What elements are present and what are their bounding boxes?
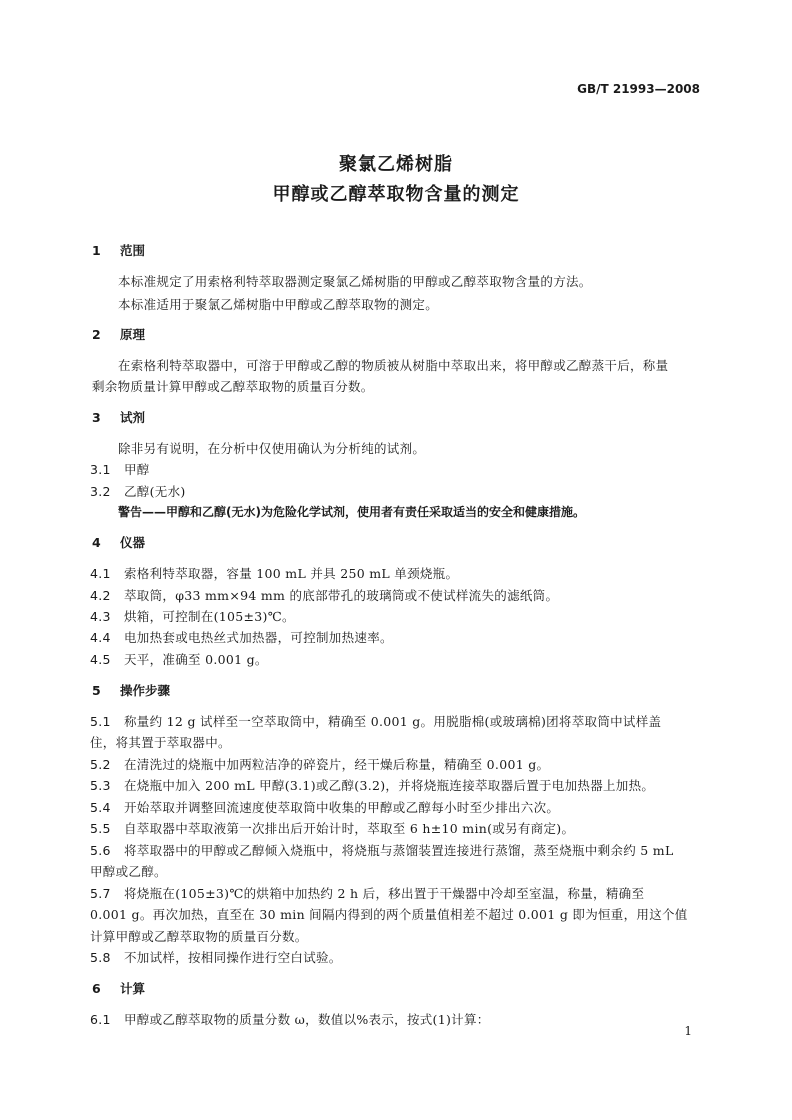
clause-text: 将萃取器中的甲醇或乙醇倾入烧瓶中，将烧瓶与蒸馏装置连接进行蒸馏，蒸至烧瓶中剩余约 5 mL bbox=[124, 843, 674, 858]
section-number: 4 bbox=[92, 535, 101, 550]
clause-5-1 bbox=[90, 712, 661, 730]
clause-number: 4.2 bbox=[90, 588, 111, 603]
section-title: 试剂 bbox=[120, 410, 146, 425]
clause-text: 自萃取器中萃取液第一次排出后开始计时，萃取至 6 h±10 min(或另有商定)。 bbox=[124, 821, 575, 836]
clause-number: 3.2 bbox=[90, 484, 111, 499]
section-title: 范围 bbox=[120, 243, 146, 258]
paragraph: 本标准适用于聚氯乙烯树脂中甲醇或乙醇萃取物的测定。 bbox=[118, 297, 439, 312]
clause-number: 4.3 bbox=[90, 609, 111, 624]
paragraph: 本标准规定了用索格利特萃取器测定聚氯乙烯树脂的甲醇或乙醇萃取物含量的方法。 bbox=[118, 274, 592, 289]
section-number: 2 bbox=[92, 327, 101, 342]
clause-5-7-continued: 计算甲醇或乙醇萃取物的质量百分数。 bbox=[90, 929, 308, 944]
clause-text: 在清洗过的烧瓶中加两粒洁净的碎瓷片，经干燥后称量，精确至 0.001 g。 bbox=[124, 757, 550, 772]
clause-text: 天平，准确至 0.001 g。 bbox=[124, 652, 268, 667]
clause-text: 索格利特萃取器，容量 100 mL 并具 250 mL 单颈烧瓶。 bbox=[124, 566, 459, 581]
section-2-heading bbox=[92, 325, 145, 343]
document-title-line2: 甲醇或乙醇萃取物含量的测定 bbox=[272, 184, 520, 205]
clause-5-7-continued: 0.001 g。再次加热，直至在 30 min 间隔内得到的两个质量值相差不超过 0.001 g 即为恒重，用这个值 bbox=[90, 907, 688, 922]
clause-number: 3.1 bbox=[90, 462, 111, 477]
clause-number: 5.7 bbox=[90, 886, 111, 901]
section-title: 仪器 bbox=[120, 535, 146, 550]
clause-text: 甲醇 bbox=[124, 462, 150, 477]
clause-number: 5.8 bbox=[90, 950, 111, 965]
paragraph-continued: 剩余物质量计算甲醇或乙醇萃取物的质量百分数。 bbox=[92, 379, 374, 394]
clause-4-5 bbox=[90, 650, 268, 668]
clause-5-1-continued: 住，将其置于萃取器中。 bbox=[90, 735, 231, 750]
clause-number: 5.4 bbox=[90, 800, 111, 815]
section-number: 1 bbox=[92, 243, 101, 258]
clause-text: 甲醇或乙醇萃取物的质量分数 ω，数值以%表示，按式(1)计算： bbox=[124, 1012, 490, 1027]
clause-text: 电加热套或电热丝式加热器，可控制加热速率。 bbox=[124, 630, 393, 645]
paragraph: 除非另有说明，在分析中仅使用确认为分析纯的试剂。 bbox=[118, 441, 426, 456]
warning-note: 警告——甲醇和乙醇(无水)为危险化学试剂，使用者有责任采取适当的安全和健康措施。 bbox=[118, 505, 585, 519]
section-number: 3 bbox=[92, 410, 101, 425]
clause-number: 4.4 bbox=[90, 630, 111, 645]
section-title: 操作步骤 bbox=[120, 683, 171, 698]
clause-4-2 bbox=[90, 586, 558, 604]
section-1-heading bbox=[92, 241, 145, 259]
clause-number: 5.6 bbox=[90, 843, 111, 858]
clause-number: 4.5 bbox=[90, 652, 111, 667]
paragraph: 在索格利特萃取器中，可溶于甲醇或乙醇的物质被从树脂中萃取出来，将甲醇或乙醇蒸干后，称量 bbox=[118, 358, 669, 373]
document-title-line1: 聚氯乙烯树脂 bbox=[339, 154, 453, 175]
clause-4-1 bbox=[90, 564, 458, 582]
clause-5-8 bbox=[90, 948, 342, 966]
clause-text: 乙醇(无水) bbox=[124, 484, 186, 499]
clause-text: 称量约 12 g 试样至一空萃取筒中，精确至 0.001 g。用脱脂棉(或玻璃棉)团将萃取筒中试样盖 bbox=[124, 714, 662, 729]
clause-4-3 bbox=[90, 607, 295, 625]
clause-number: 5.3 bbox=[90, 778, 111, 793]
clause-number: 4.1 bbox=[90, 566, 111, 581]
section-3-heading bbox=[92, 408, 145, 426]
clause-3-2 bbox=[90, 482, 186, 500]
clause-5-6-continued: 甲醇或乙醇。 bbox=[90, 864, 167, 879]
clause-5-2 bbox=[90, 755, 549, 773]
section-6-heading bbox=[92, 979, 145, 997]
clause-number: 5.5 bbox=[90, 821, 111, 836]
clause-4-4 bbox=[90, 628, 393, 646]
clause-text: 在烧瓶中加入 200 mL 甲醇(3.1)或乙醇(3.2)，并将烧瓶连接萃取器后置于电加热器上加热。 bbox=[124, 778, 655, 793]
clause-5-6 bbox=[90, 841, 674, 859]
clause-5-4 bbox=[90, 798, 559, 816]
clause-text: 萃取筒，φ33 mm×94 mm 的底部带孔的玻璃筒或不使试样流失的滤纸筒。 bbox=[124, 588, 559, 603]
clause-6-1 bbox=[90, 1010, 490, 1028]
clause-5-5 bbox=[90, 819, 574, 837]
section-number: 6 bbox=[92, 981, 101, 996]
clause-5-7 bbox=[90, 884, 644, 902]
section-title: 原理 bbox=[120, 327, 146, 342]
clause-text: 不加试样，按相同操作进行空白试验。 bbox=[124, 950, 342, 965]
clause-number: 5.1 bbox=[90, 714, 111, 729]
section-4-heading bbox=[92, 533, 145, 551]
section-title: 计算 bbox=[120, 981, 146, 996]
clause-text: 将烧瓶在(105±3)℃的烘箱中加热约 2 h 后，移出置于干燥器中冷却至室温，称量，精确至 bbox=[124, 886, 645, 901]
section-5-heading bbox=[92, 681, 170, 699]
clause-text: 开始萃取并调整回流速度使萃取筒中收集的甲醇或乙醇每小时至少排出六次。 bbox=[124, 800, 560, 815]
clause-5-3 bbox=[90, 776, 654, 794]
section-number: 5 bbox=[92, 683, 101, 698]
page-number: 1 bbox=[684, 1024, 692, 1038]
clause-text: 烘箱，可控制在(105±3)℃。 bbox=[124, 609, 295, 624]
clause-number: 5.2 bbox=[90, 757, 111, 772]
clause-number: 6.1 bbox=[90, 1012, 111, 1027]
standard-number: GB/T 21993—2008 bbox=[577, 82, 700, 96]
clause-3-1 bbox=[90, 460, 150, 478]
